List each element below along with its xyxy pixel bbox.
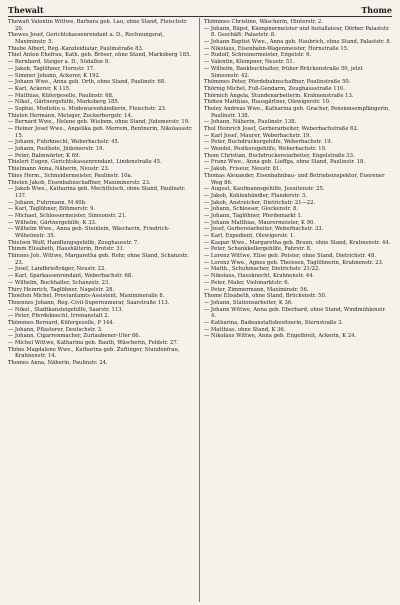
directory-entry: — Franz Wwe., Anna geb. Lieffga, ohne Stand, Paulinstr. 18. (204, 159, 365, 166)
directory-entry: — Johann, Cigarrenmacher, Zurlaubener-Ufer 86. (8, 333, 141, 340)
directory-entry: — Jakob Wwe., Katharina geb. Mechtfelsch, ohne Stand, Paulinstr. 137. (8, 186, 186, 199)
directory-entry: Thömmes Peter, Pferdebahnschaffner, Paulinstraße 50. (204, 79, 351, 86)
directory-entry: — Wilhelm, Bankbuchhalter, früher Brückenstraße 50, jetzt Simeonstr. 42. (204, 65, 363, 79)
directory-entry: Thom Christian, Buchdruckereiarbeiter, Engelstraße 33. (204, 152, 355, 159)
directory-entry: — Lorenz Wittwe, Elise geb. Polster, ohne Stand, Dietrichstr. 48. (204, 253, 376, 260)
directory-entry: Thielert Eugen, Gerichtskassenrendant, Lindenstraße 45. (8, 159, 162, 166)
directory-entry: Thewalt Valentin Wittwe, Barbara geb. Lau, ohne Stand, Fleischstr. 20. (8, 19, 188, 32)
directory-entry: Thielen Jakob, Eisenbahnschaffner, Maximinerstr. 23. (8, 179, 151, 186)
directory-entry: — Jakob, Taglöhner, Hornstr. 17. (8, 65, 95, 72)
directory-entry: Thömmes Bernard, Küfergeselle, P 144. (8, 319, 115, 326)
directory-entry: Thome Elisabeth, ohne Stand, Brückenstr. 50. (204, 293, 327, 300)
directory-entry: — Karl Josef, Maurer, Weberbachstr. 19. (204, 132, 312, 139)
directory-entry: — Wilhelm Wwe., Anna geb. Steinlein, Wäscherin, Friedrich-Wilhelmstr. 35. (8, 226, 170, 239)
directory-entry: — Josef, Landbriefträger, Neustr. 22. (8, 266, 107, 273)
directory-entry: — Rudolf, Schreinermeister, Engelstr. 6. (204, 52, 312, 59)
directory-entry: — Johann Matthias, Maurermeister, K 90. (204, 219, 315, 226)
directory-entry: — Wendel, Postkerzgehilfe, Weberbachstr. 19. (204, 146, 327, 153)
directory-entry: — Johann, Stationsarbeiter, K 36. (204, 299, 293, 306)
directory-entry: — Matth., Schuhmacher, Dietrichstr. 21/22. (204, 266, 321, 273)
header-left-word: Thewalt (8, 5, 44, 15)
directory-entry: Thiel Anton Ehefrau, Kath. geb. Bröser, ohne Stand, Marksberg 185. (8, 52, 191, 59)
directory-entry: — Kaspar Wwe., Margaretha geb. Braun, ohne Stand, Krahnenstr. 44. (204, 239, 391, 246)
directory-entry: Thimm Elisabeth, Haushälterin, Brotstr. 31. (8, 246, 125, 253)
directory-entry: — Valentin, Klempner, Neustr. 51. (204, 59, 295, 66)
directory-entry: — Karl, Sparkassenrendant, Weberbachstr. 68. (8, 273, 133, 280)
directory-entry: Thomas Alexander, Eisenbahnbau- und Betriebsinspektor, Euerener Weg 86. (204, 172, 385, 186)
directory-entry: Thiry Heinrich, Taglöhner, Nagelstr. 28. (8, 286, 115, 293)
directory-entry: — Karl, Taglöhner, Böhmerstr. 9. (8, 206, 96, 213)
directory-entry: Thewes Josef, Gerichtskassenrendant a. D., Rechnungsrat, Maximinstr. 5. (8, 32, 165, 46)
directory-entry: Thinnes Joh. Wittwe, Margaretha geb. Rohr, ohne Stand, Schanzstr. 23. (8, 253, 189, 266)
directory-entry: — Johann Baptist Wwe., Anna geb. Haubrich, ohne Stand, Palaststr. 8. (204, 39, 392, 46)
directory-entry: — Bernhard, Steiger a. D., Südallee 8. (8, 59, 110, 66)
directory-entry: — Nikolaus, Eisenbahn-Wagenmeister, Hornstraße 15. (204, 45, 349, 52)
directory-entry: — Jakob, Kohlenhändler, Flanderstr. 3. (204, 192, 307, 199)
column-divider (199, 18, 200, 602)
directory-entry: — Peter, Bahnwärter, K 69. (8, 152, 81, 159)
directory-entry: — Johann Wittwe, Anna geb. Eberhard, ohne Stand, Windmühlenstr. 4. (204, 306, 386, 320)
directory-entry: Thöne Magdalene Wwe., Katharina geb. Zuftinger, Stundenfrau, Krahnenstr. 14. (8, 346, 180, 360)
directory-entry: — Johann, Bäpst, Klempnermeister und Installateur, Dörber Palaststr. 8. Geschäft: Palaststr. 8. (204, 25, 390, 39)
directory-entry: Tholey Andreas Wwe., Katharina geb. Gracher, Pensionsempfängerin, Paulinstr. 138. (204, 105, 390, 119)
directory-entry: — Nikolaus, Hausknecht, Krahnenstr. 44. (204, 273, 315, 280)
right-column (204, 19, 392, 601)
directory-entry: — Matthias, Küfergeselle, Paulinstr. 68. (8, 92, 114, 99)
directory-entry: — Peter, Pferdeknecht, Irrenanstalt 2. (8, 313, 110, 320)
directory-entry: — Peter, Schankkellergehilfe, Fahrstr. 8. (204, 246, 312, 253)
directory-entry: — Johann, Fuhrmann, M 40b. (8, 199, 87, 206)
directory-entry: — Karl, Ackerer, K 115. (8, 85, 71, 92)
directory-entry: — Johann, Taglöhner, Pferdemarkt 1. (204, 212, 303, 219)
directory-entry: — Johann, Schlosser, Glockenstr. 8. (204, 206, 299, 213)
directory-entry: — Jakob, Anstreicher, Dietrichstr. 21—22. (204, 199, 316, 206)
directory-entry: — Katharina, Badeanstaltsbesitzerin, Sternstraße 3. (204, 319, 344, 326)
directory-entry: — Josef, Gerbereiarbeiter, Weberbachstr. 33. (204, 226, 324, 233)
directory-entry: — Peter, Zimmermann, Maximinstr. 56. (204, 286, 309, 293)
directory-entry: Thömmes Christine, Wäscherin, Hinterstr. 2. (204, 19, 323, 25)
directory-entry: — August, Kaufmannsgehilfe, Jesuitenstr. 25. (204, 186, 325, 193)
directory-entry: — Sophie, Modistin u. Modewarenhändlerin, Fleischstr. 23. (8, 105, 167, 112)
header-right-word: Thome (361, 5, 392, 15)
directory-entry: Thomes Anna, Näherin, Paulinstr. 24. (8, 360, 108, 367)
directory-entry: — Nikolaus Wittwe, Anna geb. Engelbreit, Ackerin, K 24. (204, 333, 357, 340)
directory-entry: — Jakob, Friseur, Neustr. 81. (204, 166, 281, 173)
directory-entry: — Johann, Postbote, Jüdemerstr. 19. (8, 146, 105, 153)
directory-entry: Thielsen Wolf, Handlungsgehilfe, Zeughausstr. 7. (8, 239, 139, 246)
directory-entry: — Matthias, ohne Stand, K 36. (204, 326, 286, 333)
directory-entry: — Michael, Schlossermeister, Simeonstr. 21. (8, 212, 127, 219)
directory-entry: — Wilhelm, Gärtnergehilfe, K 33. (8, 219, 97, 226)
directory-entry: — Johann Wwe., Anna geb. Orth, ohne Stand, Paulinstr. 68. (8, 79, 166, 86)
directory-entry: — Johann, Pflasterer, Deutschstr. 3. (8, 326, 103, 333)
directory-entry: — Michel Wittwe, Katharina geb. Bauth, Wäscherin, Feldstr. 27. (8, 340, 179, 346)
directory-entry: Thol Heinrich Josef, Gerberarbeiter, Weberbachstraße 62. (204, 126, 359, 132)
directory-entry: Thiebe Albert, Reg.-Kanzleidiatar, Paulinstraße 83. (8, 45, 144, 52)
directory-entry: Thoennes Johann, Reg.-Civil-Supernumerar, Saarstraße 113. (8, 299, 170, 306)
directory-entry: Thörnig Michel, Fuß-Gendarm, Zeughausstraße 110. (204, 85, 345, 92)
directory-entry: — Johann, Näherin, Paulinstr. 138. (204, 119, 297, 126)
directory-entry: Thielen Hermann, Metzger, Zuckerbergstr. 14. (8, 112, 133, 119)
directory-entry: Thöten Matthias, Hausgärtner, Olewigerstr. 10. (204, 99, 331, 106)
directory-entry: — Peter, Maler, Viehmarktstr. 6. (204, 279, 290, 286)
directory-entry: Thoelten Michel, Proviantamts-Assistent, Maximineralle 8. (8, 293, 165, 300)
directory-entry: Thies Herm., Schneidermeister, Paulinstr. 10a. (8, 172, 133, 179)
directory-entry: — Peter, Buchdruckergehilfe, Weberbachstr. 19. (204, 139, 333, 146)
directory-entry: — Nikol., Gärtnergehilfe, Marksberg 185. (8, 99, 120, 106)
header-rule (8, 16, 392, 17)
directory-entry: — Johann, Fuhrknecht, Weberbachstr. 45. (8, 139, 120, 146)
directory-entry: — Wilhelm, Buchhalter, Schanzstr. 23. (8, 279, 110, 286)
directory-entry: — Lorenz Wwe., Agnes geb. Theissen, Taglöhnerin, Krahnenstr. 23. (204, 259, 384, 266)
directory-entry: Thörnich Angela, Stundenarbeiterin, Krahnenstraße 13. (204, 92, 354, 99)
directory-entry: Thielmann Anna, Näherin, Neustr. 23. (8, 166, 110, 173)
directory-entry: — Nikol., Stadtkanzleigehilfe, Saarstr. 113. (8, 306, 124, 313)
directory-entry: — Karl, Expedient, Olewigerstr. 1. (204, 233, 296, 239)
directory-entry: — Bernard Wwe., Helene geb. Wiebem, ohne Stand, Jüdemerstr. 19. (8, 119, 190, 126)
left-column (8, 19, 196, 601)
directory-entry: — Simmer Johann, Ackerer, K 192. (8, 72, 101, 79)
directory-entry: — Heiner Josef Wwe., Angelika geb. Merrem, Rentnerin, Nikolausstr. 15. (8, 126, 193, 139)
